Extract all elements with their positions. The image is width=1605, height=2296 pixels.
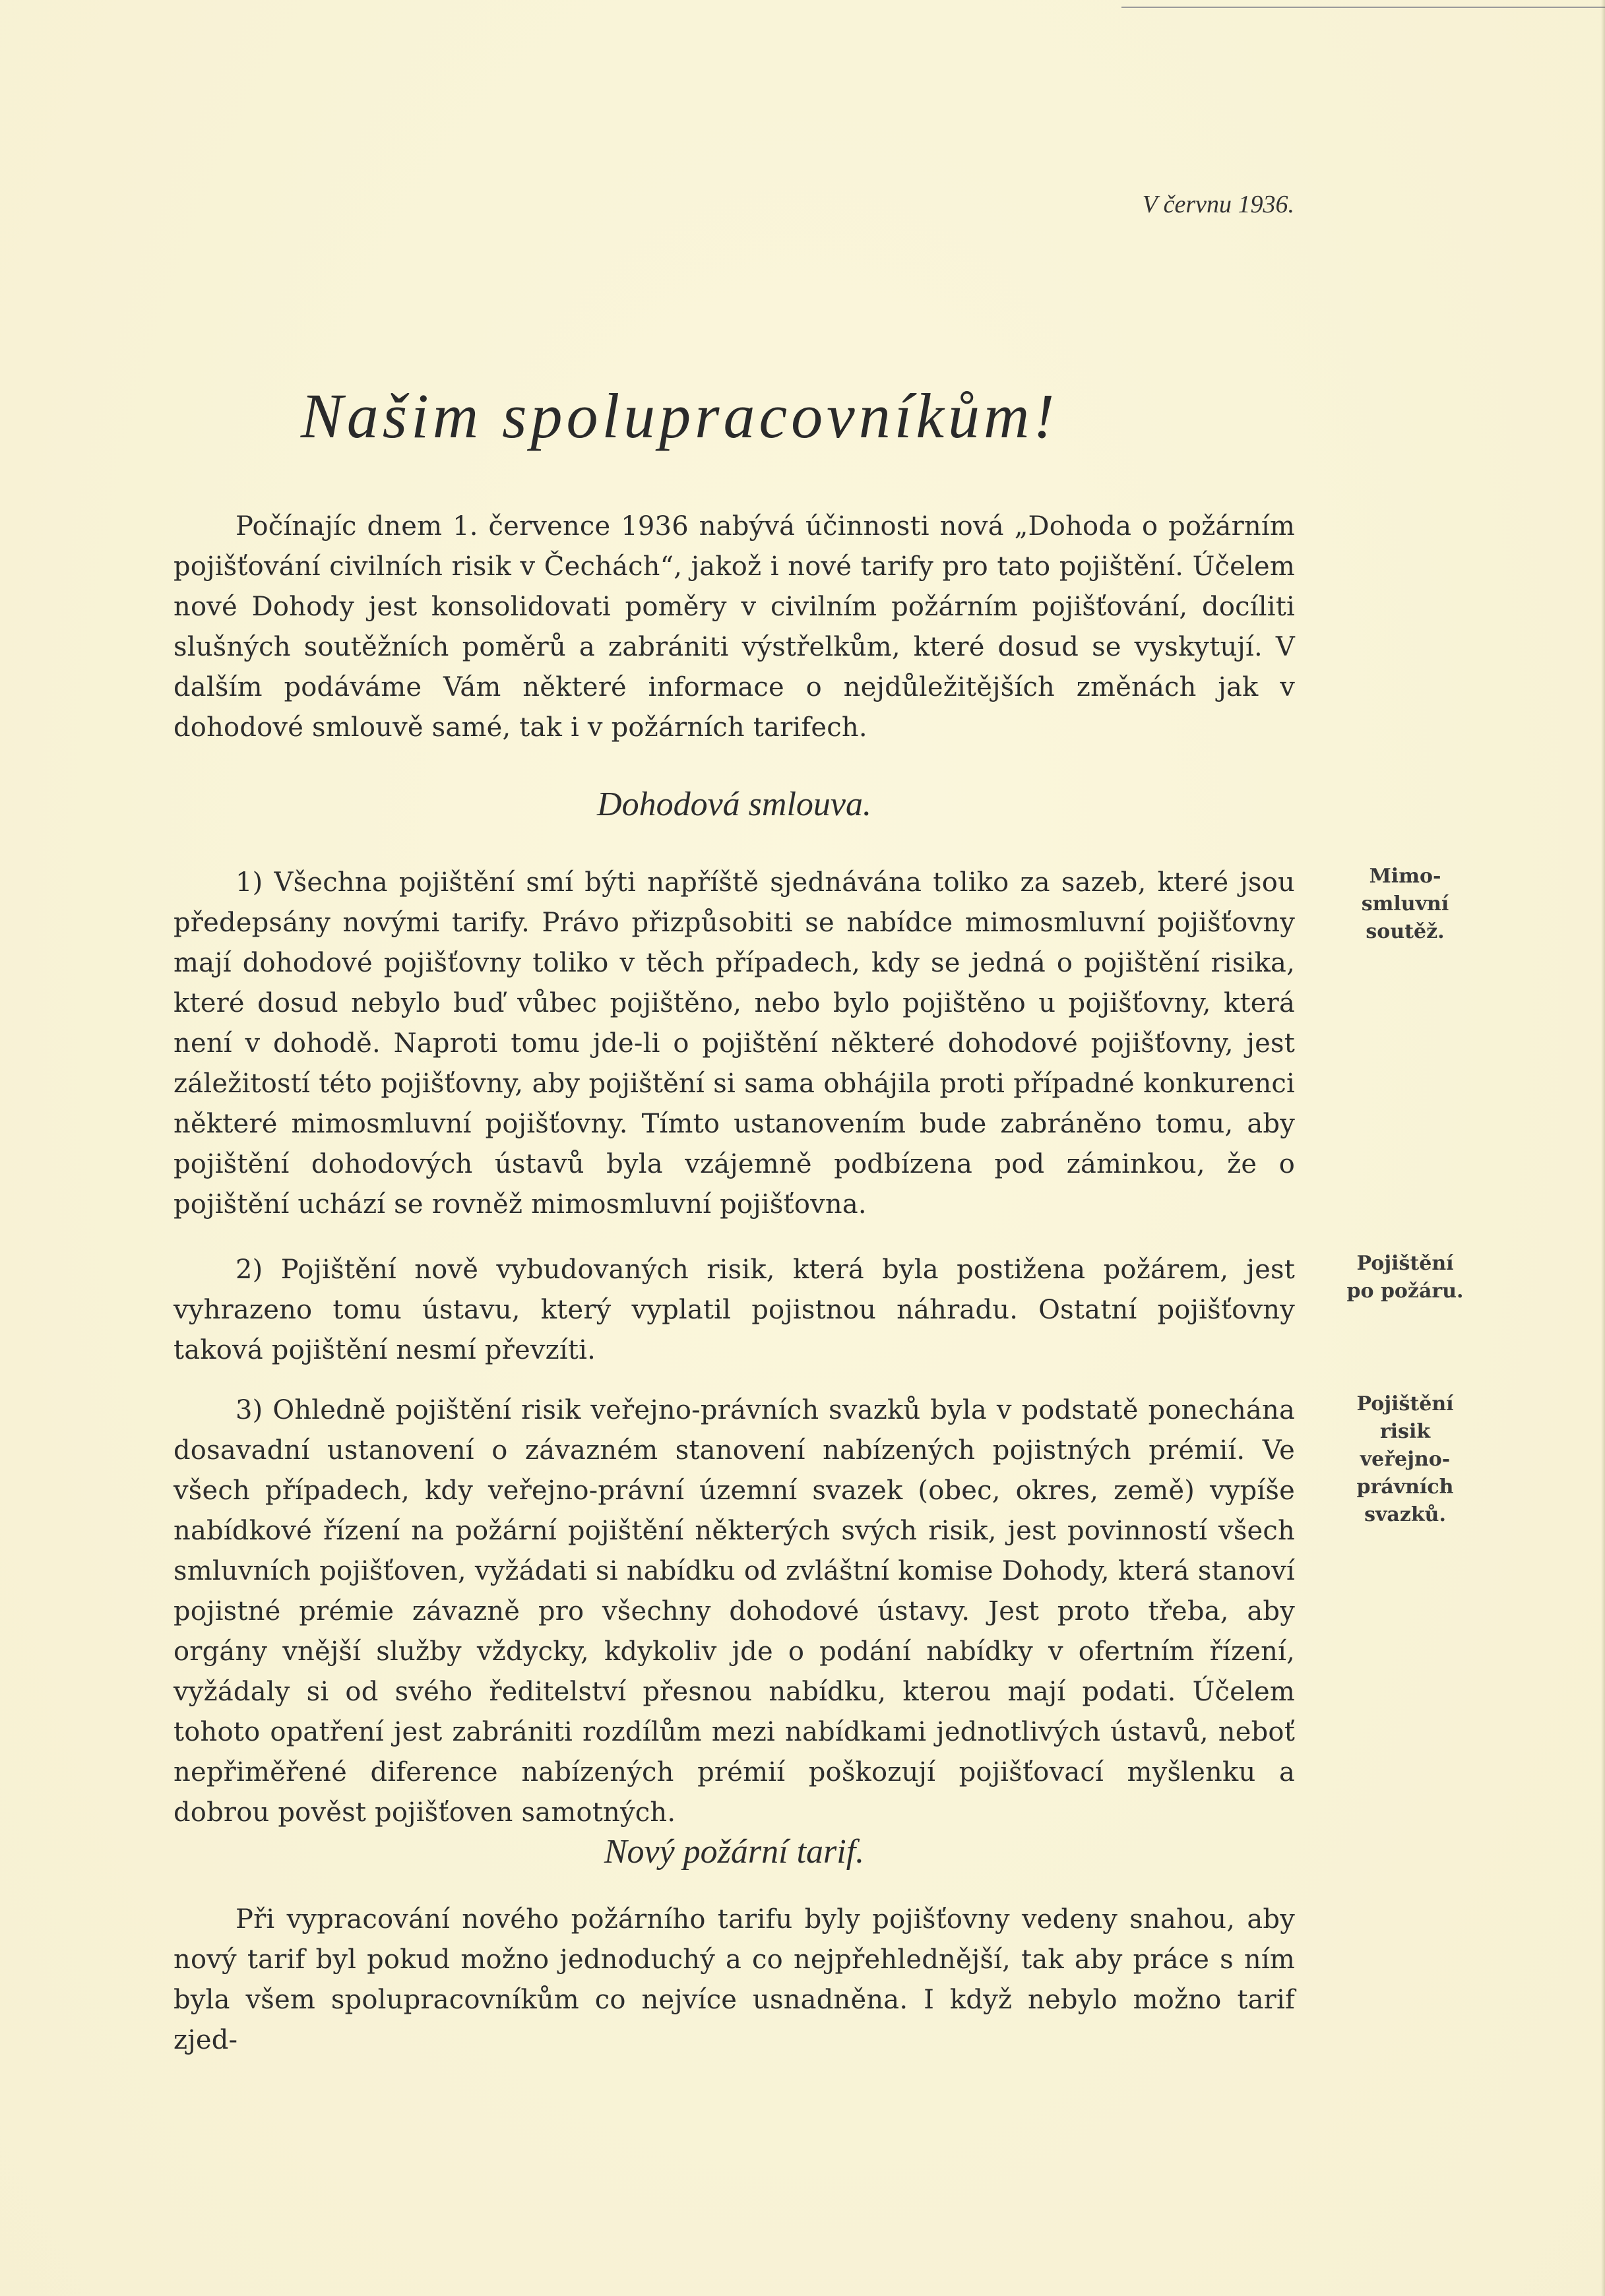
intro-paragraph: Počínajíc dnem 1. července 1936 nabývá účinnosti nová „Dohoda o požárním pojišťování civilních risik v Čechách“, jakož i nové tarify pro tato pojištění. Účelem nové Dohody jest konsolidovati poměry v civilním požárním pojišťování, docíliti slušných soutěžních poměrů a zabrániti výstřelkům, které dosud se vyskytují. V dalším podáváme Vám některé informace o nejdůležitějších změnách jak v dohodové smlouvě samé, tak i v požárních tarifech. — [173, 511, 1295, 743]
margin-note-line: právních — [1356, 1475, 1454, 1499]
margin-note-after-fire — [1333, 1250, 1478, 1305]
section-heading-agreement: Dohodová smlouva. — [597, 786, 871, 823]
margin-note-line: svazků. — [1364, 1503, 1446, 1526]
clause-3-paragraph: 3) Ohledně pojištění risik veřejno-právních svazků byla v podstatě ponechána dosavadní ustanovení o závazném stanovení nabízených pojistných prémií. Ve všech případech, kdy veřejno-právní územní svazek (obec, okres, země) vypíše nabídkové řízení na požární pojištění některých svých risik, jest povinností všech smluvních pojišťoven, vyžádati si nabídku od zvláštní komise Dohody, která stanoví pojistné prémie závazně pro všechny dohodové ústavy. Jest proto třeba, aby orgány vnější služby vždycky, kdykoliv jde o podání nabídky v ofertním řízení, vyžádaly si od svého ředitelství přesnou nabídku, kterou mají podati. Účelem tohoto opatření jest zabrániti rozdílům mezi nabídkami jednotlivých ústavů, neboť nepřiměřené diference nabízených prémií poškozují pojišťovací myšlenku a dobrou pověst pojišťoven samotných. — [173, 1395, 1295, 1828]
closing-paragraph: Při vypracování nového požárního tarifu byly pojišťovny vedeny snahou, aby nový tarif byl pokud možno jednoduchý a co nejpřehlednější, tak aby práce s ním byla všem spolupracovníkům co nejvíce usnadněna. I když nebylo možno tarif zjed- — [173, 1904, 1295, 2055]
clause-1-paragraph: 1) Všechna pojištění smí býti napříště sjednávána toliko za sazeb, které jsou předepsány novými tarify. Právo přizpůsobiti se nabídce mimosmluvní pojišťovny mají dohodové pojišťovny toliko v těch případech, kdy se jedná o pojištění risika, které dosud nebylo buď vůbec pojištěno, nebo bylo pojištěno u pojišťovny, která není v dohodě. Naproti tomu jde-li o pojištění některé dohodové pojišťovny, jest záležitostí této pojišťovny, aby pojištění si sama obhájila proti případné konkurenci některé mimosmluvní pojišťovny. Tímto ustanovením bude zabráněno tomu, aby pojištění dohodových ústavů byla vzájemně podbízena pod záminkou, že o pojištění uchází se rovněž mimosmluvní pojišťovna. — [173, 867, 1295, 1220]
section-heading-tariff: Nový požární tarif. — [604, 1833, 865, 1871]
margin-note-line: smluvní — [1361, 892, 1449, 915]
scan-edge-line — [1121, 7, 1605, 8]
margin-note-line: Pojištění — [1356, 1392, 1454, 1415]
margin-note-public-bodies — [1333, 1390, 1478, 1529]
clause-2-paragraph: 2) Pojištění nově vybudovaných risik, která byla postižena požárem, jest vyhrazeno tomu ústavu, který vyplatil pojistnou náhradu. Ostatní pojišťovny taková pojištění nesmí převzíti. — [173, 1255, 1295, 1365]
margin-note-line: risik — [1379, 1420, 1431, 1443]
margin-note-competition — [1333, 863, 1478, 946]
margin-note-line: Pojištění — [1356, 1252, 1454, 1275]
document-date: V červnu 1936. — [1142, 191, 1294, 218]
page-edge-shadow — [1601, 0, 1605, 2296]
document-title: Našim spolupracovníkům! — [300, 381, 1059, 451]
margin-note-line: Mimo- — [1369, 865, 1441, 888]
margin-note-line: po požáru. — [1346, 1280, 1464, 1303]
margin-note-line: soutěž. — [1366, 920, 1445, 943]
margin-note-line: veřejno- — [1360, 1448, 1451, 1471]
